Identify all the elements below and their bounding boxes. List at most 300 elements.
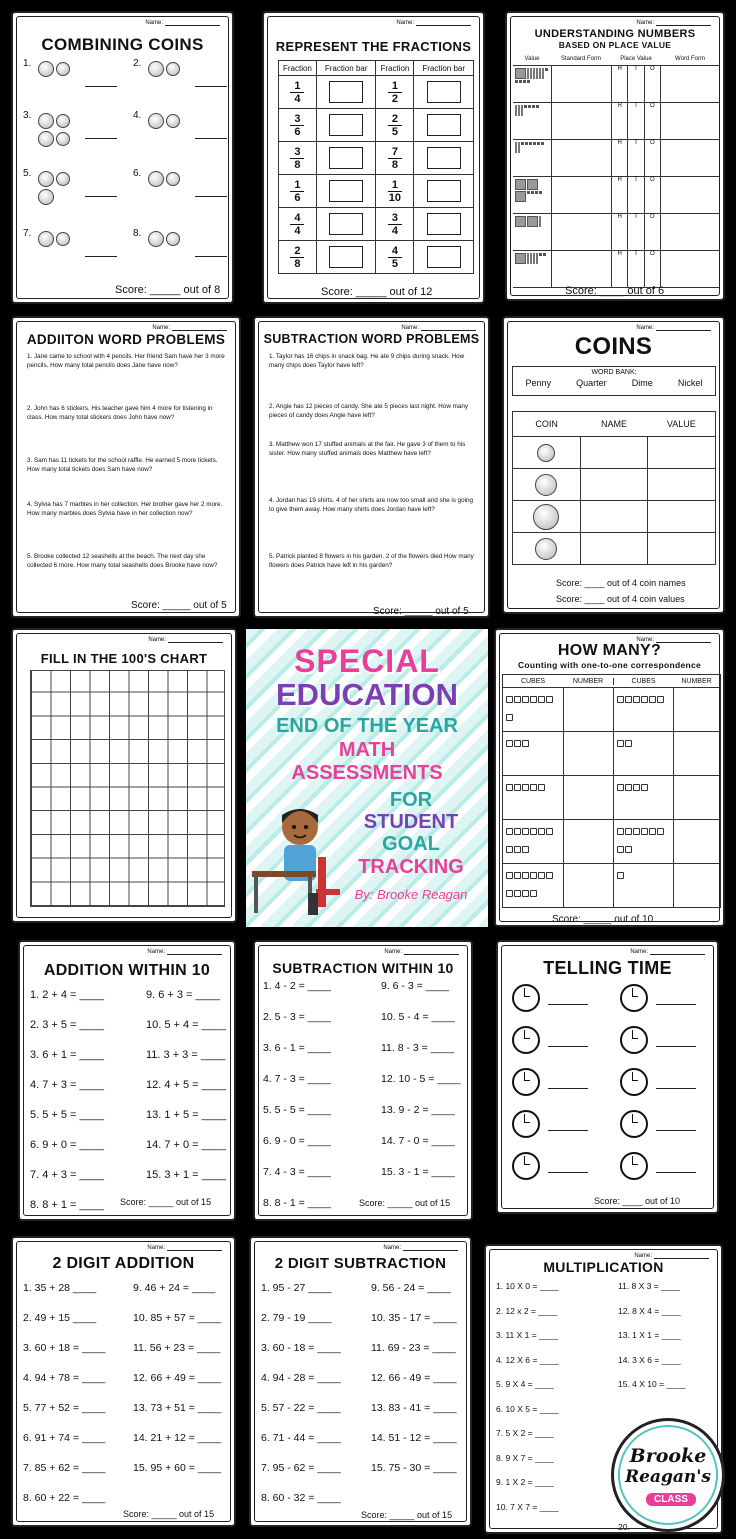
cube-icon	[514, 846, 521, 853]
problem-right: 10. 85 + 57 = ____	[133, 1312, 222, 1324]
numerator: 2	[391, 112, 398, 125]
problem-left: 6. 71 - 44 = ____	[261, 1432, 341, 1444]
column-header: Fraction bar	[316, 61, 376, 76]
sheet-subtitle: BASED ON PLACE VALUE	[558, 40, 672, 50]
cube-icon	[641, 828, 648, 835]
name-line: Name:	[383, 1245, 458, 1251]
problem-right: 11. 8 X 3 = ____	[618, 1281, 680, 1291]
header-row	[512, 411, 716, 437]
sheet-title: MULTIPLICATION	[543, 1259, 664, 1275]
fraction-bar-box[interactable]	[427, 81, 461, 103]
problem-left: 1. 35 + 28 ____	[23, 1282, 97, 1294]
coin-icon	[537, 444, 555, 462]
cube-icon	[617, 828, 624, 835]
answer-line	[85, 256, 117, 257]
cubes-cell	[613, 688, 673, 731]
clock-face-icon	[512, 1068, 540, 1096]
bank-word: Dime	[631, 378, 653, 388]
problem-left: 4. 12 X 6 = ____	[496, 1354, 559, 1365]
problem-right: 10. 5 - 4 = ____	[381, 1011, 455, 1023]
base-ten-blocks	[513, 177, 551, 213]
score-line: Score: _____ out of 5	[131, 600, 227, 611]
table-row	[502, 688, 721, 732]
problem-right: 11. 56 + 23 = ____	[133, 1342, 221, 1354]
table-row	[502, 820, 721, 864]
problem-left: 8. 60 - 32 = ____	[261, 1492, 341, 1504]
column-header: Place Value	[620, 56, 652, 62]
name-line: Name:	[634, 1253, 709, 1259]
bank-word: Quarter	[576, 378, 607, 388]
table-row	[513, 251, 719, 288]
hundreds-block	[515, 68, 526, 79]
word-problem: 4. Sylvia has 7 marbles in her collection. Her brother gave her 2 more. How many marbles does Sylvia have in her collection now?	[27, 501, 223, 518]
cube-icon	[522, 846, 529, 853]
two-digit-addition-sheet	[11, 1236, 236, 1527]
fraction-bar-box[interactable]	[427, 246, 461, 268]
coin-icon	[38, 131, 54, 147]
denominator: 5	[391, 257, 398, 270]
problem-right: 13. 9 - 2 = ____	[381, 1104, 455, 1116]
htu-column: T	[628, 66, 644, 102]
cube-icon	[514, 696, 521, 703]
problem-left: 5. 57 - 22 = ____	[261, 1402, 341, 1414]
htu-column: T	[628, 177, 644, 213]
ones-cube	[523, 80, 526, 83]
denominator: 6	[294, 191, 301, 204]
answer-line	[656, 1046, 696, 1047]
cube-icon	[546, 696, 553, 703]
cube-icon	[530, 784, 537, 791]
problem-left: 8. 8 + 1 = ____	[30, 1199, 105, 1211]
fraction-cell	[279, 76, 317, 109]
score-line: Score: _____ out of 15	[361, 1510, 453, 1520]
problem-right: 13. 1 X 1 = ____	[618, 1330, 681, 1340]
standard-form-cell	[551, 251, 611, 287]
fraction-bar-box[interactable]	[427, 147, 461, 169]
answer-line	[195, 138, 227, 139]
cube-icon	[522, 784, 529, 791]
number-cell	[673, 864, 720, 907]
cubes-cell	[613, 820, 673, 863]
denominator: 4	[391, 224, 398, 237]
cover-line-2: EDUCATION	[276, 677, 458, 712]
numerator: 1	[294, 178, 301, 191]
cube-icon	[506, 740, 513, 747]
word-form-cell	[661, 103, 719, 139]
problem-right: 13. 73 + 51 = ____	[133, 1402, 222, 1414]
problem-right: 10. 35 - 17 = ____	[371, 1312, 457, 1324]
problem-right: 9. 46 + 24 = ____	[133, 1282, 216, 1294]
fraction-bar-box[interactable]	[329, 114, 363, 136]
answer-line	[85, 86, 117, 87]
problem-left: 9. 1 X 2 = ____	[496, 1477, 554, 1487]
problem-number: 3.	[23, 110, 32, 121]
denominator: 8	[294, 158, 301, 171]
tens-rod	[527, 68, 529, 79]
numerator: 1	[391, 79, 398, 92]
fraction-cell	[279, 208, 317, 241]
place-value-table	[513, 56, 719, 288]
problem-left: 8. 8 - 1 = ____	[263, 1197, 332, 1209]
fraction-bar-cell	[414, 175, 474, 208]
cube-icon	[506, 714, 513, 721]
cubes-cell	[503, 688, 563, 731]
problem-left: 2. 49 + 15 ____	[23, 1312, 97, 1324]
sheet-title: ADDIITON WORD PROBLEMS	[26, 332, 226, 347]
clock-face-icon	[512, 1110, 540, 1138]
cube-icon	[530, 828, 537, 835]
cube-icon	[617, 740, 624, 747]
how-many-sheet	[494, 628, 725, 927]
brand-logo	[611, 1418, 725, 1532]
fraction-bar-cell	[414, 208, 474, 241]
coin-icon	[166, 114, 180, 128]
score-values: Score: ____ out of 4 coin values	[556, 594, 685, 604]
number-cell	[563, 820, 613, 863]
answer-line	[656, 1088, 696, 1089]
sheet-title: 2 DIGIT SUBTRACTION	[274, 1255, 447, 1272]
column-header: Fraction	[376, 61, 414, 76]
cube-icon	[522, 828, 529, 835]
ones-cube	[524, 105, 527, 108]
clock-face-icon	[620, 1068, 648, 1096]
fraction-cell	[376, 142, 414, 175]
fraction-cell	[279, 109, 317, 142]
numerator: 1	[391, 178, 398, 191]
place-value-cell	[611, 140, 661, 176]
word-problem: 1. Jane came to school with 4 pencils. Her friend Sam have her 3 more pencils. How many total pencils does Jane have now?	[27, 353, 225, 370]
tens-rod	[539, 216, 541, 227]
fraction-cell	[376, 241, 414, 274]
problem-left: 6. 10 X 5 = ____	[496, 1403, 559, 1414]
word-bank	[512, 366, 716, 396]
subtraction-word-problems-sheet	[253, 316, 490, 618]
cube-icon	[617, 696, 624, 703]
cube-icon	[625, 696, 632, 703]
numerator: 1	[294, 79, 301, 92]
header-row	[279, 61, 474, 76]
problem-left: 5. 9 X 4 = ____	[496, 1379, 554, 1389]
answer-line	[548, 1046, 588, 1047]
table-row	[512, 437, 716, 469]
problem-number: 2.	[133, 58, 142, 69]
sheet-title: HOW MANY?	[557, 642, 662, 659]
hundreds-grid	[30, 670, 225, 907]
ones-cube	[539, 253, 542, 256]
name-line: Name:	[401, 325, 476, 331]
value-cell	[647, 437, 715, 468]
fraction-cell	[376, 76, 414, 109]
table-row	[502, 732, 721, 776]
problem-left: 1. 95 - 27 ____	[261, 1282, 332, 1294]
number-cell	[673, 776, 720, 819]
problem-number: 7.	[23, 228, 32, 239]
cover-line-7: STUDENT	[363, 811, 459, 833]
problem-right: 11. 3 + 3 = ____	[146, 1049, 226, 1061]
cube-icon	[538, 784, 545, 791]
tens-rod	[539, 68, 541, 79]
ones-cube	[539, 191, 542, 194]
cube-icon	[506, 784, 513, 791]
place-value-cell	[611, 66, 661, 102]
cover-line-6: FOR	[389, 789, 433, 811]
word-problem: 2. John has 6 stickers. His teacher gave him 4 more for listening in class. How many total stickers does John have now?	[27, 405, 213, 422]
htu-column: O	[645, 103, 661, 139]
coin-group	[37, 60, 87, 78]
sheet-subtitle: Counting with one-to-one correspondence	[517, 660, 702, 670]
column-header: VALUE	[666, 419, 696, 429]
answer-line	[85, 196, 117, 197]
coin-icon	[38, 189, 54, 205]
table-row	[279, 76, 474, 109]
problem-left: 2. 79 - 19 ____	[261, 1312, 332, 1324]
ones-cube	[543, 253, 546, 256]
problem-left: 7. 95 - 62 = ____	[261, 1462, 341, 1474]
tens-rod	[536, 68, 538, 79]
cube-icon	[530, 890, 537, 897]
fraction-bar-box[interactable]	[329, 81, 363, 103]
clock-face-icon	[620, 1152, 648, 1180]
answer-line	[656, 1004, 696, 1005]
name-line: Name:	[145, 20, 220, 26]
sheet-title: FILL IN THE 100'S CHART	[40, 651, 208, 666]
cover-line-5: ASSESSMENTS	[291, 762, 443, 784]
score-line: Score: _____ out of 15	[359, 1198, 451, 1208]
fraction-bar-box[interactable]	[329, 213, 363, 235]
sheet-title: UNDERSTANDING NUMBERS	[534, 28, 696, 40]
ones-cube	[531, 191, 534, 194]
tens-rod	[518, 142, 520, 153]
name-line: Name:	[636, 20, 711, 26]
cube-icon	[546, 872, 553, 879]
cube-icon	[633, 784, 640, 791]
cover-line-8: GOAL	[382, 833, 440, 855]
problem-number: 4.	[133, 110, 142, 121]
fraction-bar-box[interactable]	[329, 147, 363, 169]
problem-left: 3. 6 + 1 = ____	[30, 1049, 105, 1061]
numerator: 3	[391, 211, 398, 224]
table-row	[513, 140, 719, 177]
answer-line	[195, 256, 227, 257]
cube-icon	[522, 696, 529, 703]
name-line: Name:	[147, 1245, 222, 1251]
word-form-cell	[661, 177, 719, 213]
cube-icon	[522, 872, 529, 879]
answer-line	[548, 1130, 588, 1131]
ones-cube	[537, 142, 540, 145]
fraction-bar-box[interactable]	[329, 246, 363, 268]
tens-rod	[530, 253, 532, 264]
coin-icon	[166, 62, 180, 76]
coin-icon	[56, 232, 70, 246]
coin-icon	[56, 114, 70, 128]
coin-icon	[38, 113, 54, 129]
denominator: 10	[388, 191, 402, 204]
table-row	[279, 142, 474, 175]
fraction-bar-cell	[316, 175, 376, 208]
name-line: Name:	[384, 949, 459, 955]
fraction-bar-box[interactable]	[427, 213, 461, 235]
problem-left: 8. 9 X 7 = ____	[496, 1452, 554, 1463]
score-line: Score: _____ out of 5	[373, 606, 469, 617]
cube-icon	[530, 696, 537, 703]
addition-word-problems-sheet	[11, 316, 241, 618]
column-header: CUBES	[613, 678, 673, 685]
coin-icon	[38, 231, 54, 247]
name-line: Name:	[636, 325, 711, 331]
cube-icon	[522, 890, 529, 897]
name-cell	[580, 437, 648, 468]
problem-left: 7. 4 + 3 = ____	[30, 1169, 105, 1181]
value-cell	[647, 469, 715, 500]
problem-left: 2. 5 - 3 = ____	[263, 1011, 332, 1023]
fraction-bar-box[interactable]	[427, 180, 461, 202]
problem-left: 5. 5 + 5 = ____	[30, 1109, 105, 1121]
cubes-cell	[503, 864, 563, 907]
tens-rod	[521, 105, 523, 116]
table-row	[512, 533, 716, 565]
problem-left: 8. 60 + 22 = ____	[23, 1492, 106, 1504]
problem-left: 5. 77 + 52 = ____	[23, 1402, 106, 1414]
word-form-cell	[661, 140, 719, 176]
cube-icon	[546, 828, 553, 835]
problem-right: 9. 6 - 3 = ____	[381, 980, 450, 992]
htu-column: O	[645, 140, 661, 176]
problem-number: 8.	[133, 228, 142, 239]
problem-left: 7. 4 - 3 = ____	[263, 1166, 332, 1178]
htu-column: H	[612, 214, 628, 250]
coin-group	[37, 170, 87, 206]
coin-icon	[166, 232, 180, 246]
problem-right: 12. 66 + 49 = ____	[133, 1372, 222, 1384]
fraction-bar-box[interactable]	[329, 180, 363, 202]
number-cell	[673, 732, 720, 775]
score-line: Score: _____ out of 8	[115, 284, 221, 296]
column-header: Fraction	[279, 61, 317, 76]
ones-cube	[541, 142, 544, 145]
ones-cube	[533, 142, 536, 145]
cubes-cell	[613, 864, 673, 907]
cover-line-9: TRACKING	[358, 856, 464, 878]
htu-column: T	[628, 103, 644, 139]
fraction-bar-cell	[414, 241, 474, 274]
numerator: 3	[294, 145, 301, 158]
answer-line	[548, 1004, 588, 1005]
htu-column: O	[645, 214, 661, 250]
clock-face-icon	[512, 1026, 540, 1054]
problem-left: 4. 7 - 3 = ____	[263, 1073, 332, 1085]
name-cell	[580, 501, 648, 532]
problem-right: 12. 66 - 49 = ____	[371, 1372, 457, 1384]
table-row	[513, 103, 719, 140]
hundreds-block	[515, 179, 526, 190]
cube-icon	[625, 828, 632, 835]
name-line: Name:	[636, 637, 711, 643]
problem-number: 6.	[133, 168, 142, 179]
problem-left: 4. 94 - 28 = ____	[261, 1372, 341, 1384]
problem-right: 15. 4 X 10 = ____	[618, 1379, 686, 1389]
hundreds-block	[515, 191, 526, 202]
coin-icon	[56, 132, 70, 146]
htu-column: H	[612, 251, 628, 287]
problem-left: 5. 5 - 5 = ____	[263, 1104, 332, 1116]
coin-group	[147, 60, 197, 78]
combining-coins-sheet	[11, 11, 234, 304]
sheet-title: ADDITION WITHIN 10	[43, 962, 211, 979]
cube-icon	[530, 872, 537, 879]
tens-rod	[515, 142, 517, 153]
name-cell	[580, 533, 648, 564]
problem-left: 1. 2 + 4 = ____	[30, 989, 105, 1001]
ones-cube	[519, 80, 522, 83]
clock-face-icon	[512, 984, 540, 1012]
problem-right: 12. 4 + 5 = ____	[146, 1079, 227, 1091]
cube-icon	[506, 696, 513, 703]
fraction-bar-cell	[316, 142, 376, 175]
htu-column: O	[645, 251, 661, 287]
cube-icon	[514, 872, 521, 879]
word-problem: 1. Taylor has 16 chips in snack bag. He ate 9 chips during snack. How many chips does Taylor have left?	[269, 353, 465, 370]
place-value-cell	[611, 214, 661, 250]
cover-line-4: MATH	[338, 739, 396, 761]
problem-right: 11. 69 - 23 = ____	[371, 1342, 456, 1354]
base-ten-blocks	[513, 251, 551, 287]
cube-icon	[617, 784, 624, 791]
base-ten-blocks	[513, 103, 551, 139]
cube-icon	[506, 890, 513, 897]
coin-cell	[513, 533, 580, 564]
coin-cell	[513, 501, 580, 532]
column-header: NUMBER	[572, 677, 604, 685]
cubes-cell	[503, 776, 563, 819]
coin-icon	[148, 113, 164, 129]
hundreds-block	[515, 253, 526, 264]
answer-line	[548, 1172, 588, 1173]
fraction-cell	[376, 175, 414, 208]
word-problem: 5. Brooke collected 12 seashells at the beach. The next day she collected 6 more. How many total seashells does Brooke have now?	[27, 553, 218, 570]
answer-line	[656, 1172, 696, 1173]
word-problem: 5. Patrick planted 8 flowers in his garden. 2 of the flowers died How many flowers does Patrick have left in his garden?	[269, 553, 474, 570]
column-header: NUMBER	[681, 677, 712, 685]
denominator: 8	[391, 158, 398, 171]
fraction-bar-box[interactable]	[427, 114, 461, 136]
addition-within-10-sheet	[18, 940, 236, 1221]
column-header: Standard Form	[560, 56, 602, 62]
problem-left: 1. 4 - 2 = ____	[263, 980, 332, 992]
hundreds-block	[527, 216, 538, 227]
cubes-cell	[613, 732, 673, 775]
cube-icon	[633, 828, 640, 835]
coins-sheet	[502, 316, 725, 614]
ones-cube	[536, 105, 539, 108]
fractions-sheet	[262, 11, 485, 304]
number-cell	[563, 732, 613, 775]
fraction-bar-cell	[316, 208, 376, 241]
fraction-cell	[279, 241, 317, 274]
column-header: Word Form	[675, 56, 705, 62]
cubes-cell	[503, 732, 563, 775]
problem-left: 2. 3 + 5 = ____	[30, 1019, 105, 1031]
cube-icon	[625, 846, 632, 853]
standard-form-cell	[551, 214, 611, 250]
problem-left: 10. 7 X 7 = ____	[496, 1501, 559, 1512]
problem-right: 14. 7 - 0 = ____	[381, 1135, 455, 1147]
fraction-cell	[376, 208, 414, 241]
word-problem: 4. Jordan has 19 shirts. 4 of her shirts are now too small and she is going to give them away. How many shirts does Jordan have left?	[269, 497, 474, 514]
problem-right: 13. 1 + 5 = ____	[146, 1109, 227, 1121]
bank-word: Penny	[525, 378, 552, 388]
coin-icon	[533, 504, 559, 530]
